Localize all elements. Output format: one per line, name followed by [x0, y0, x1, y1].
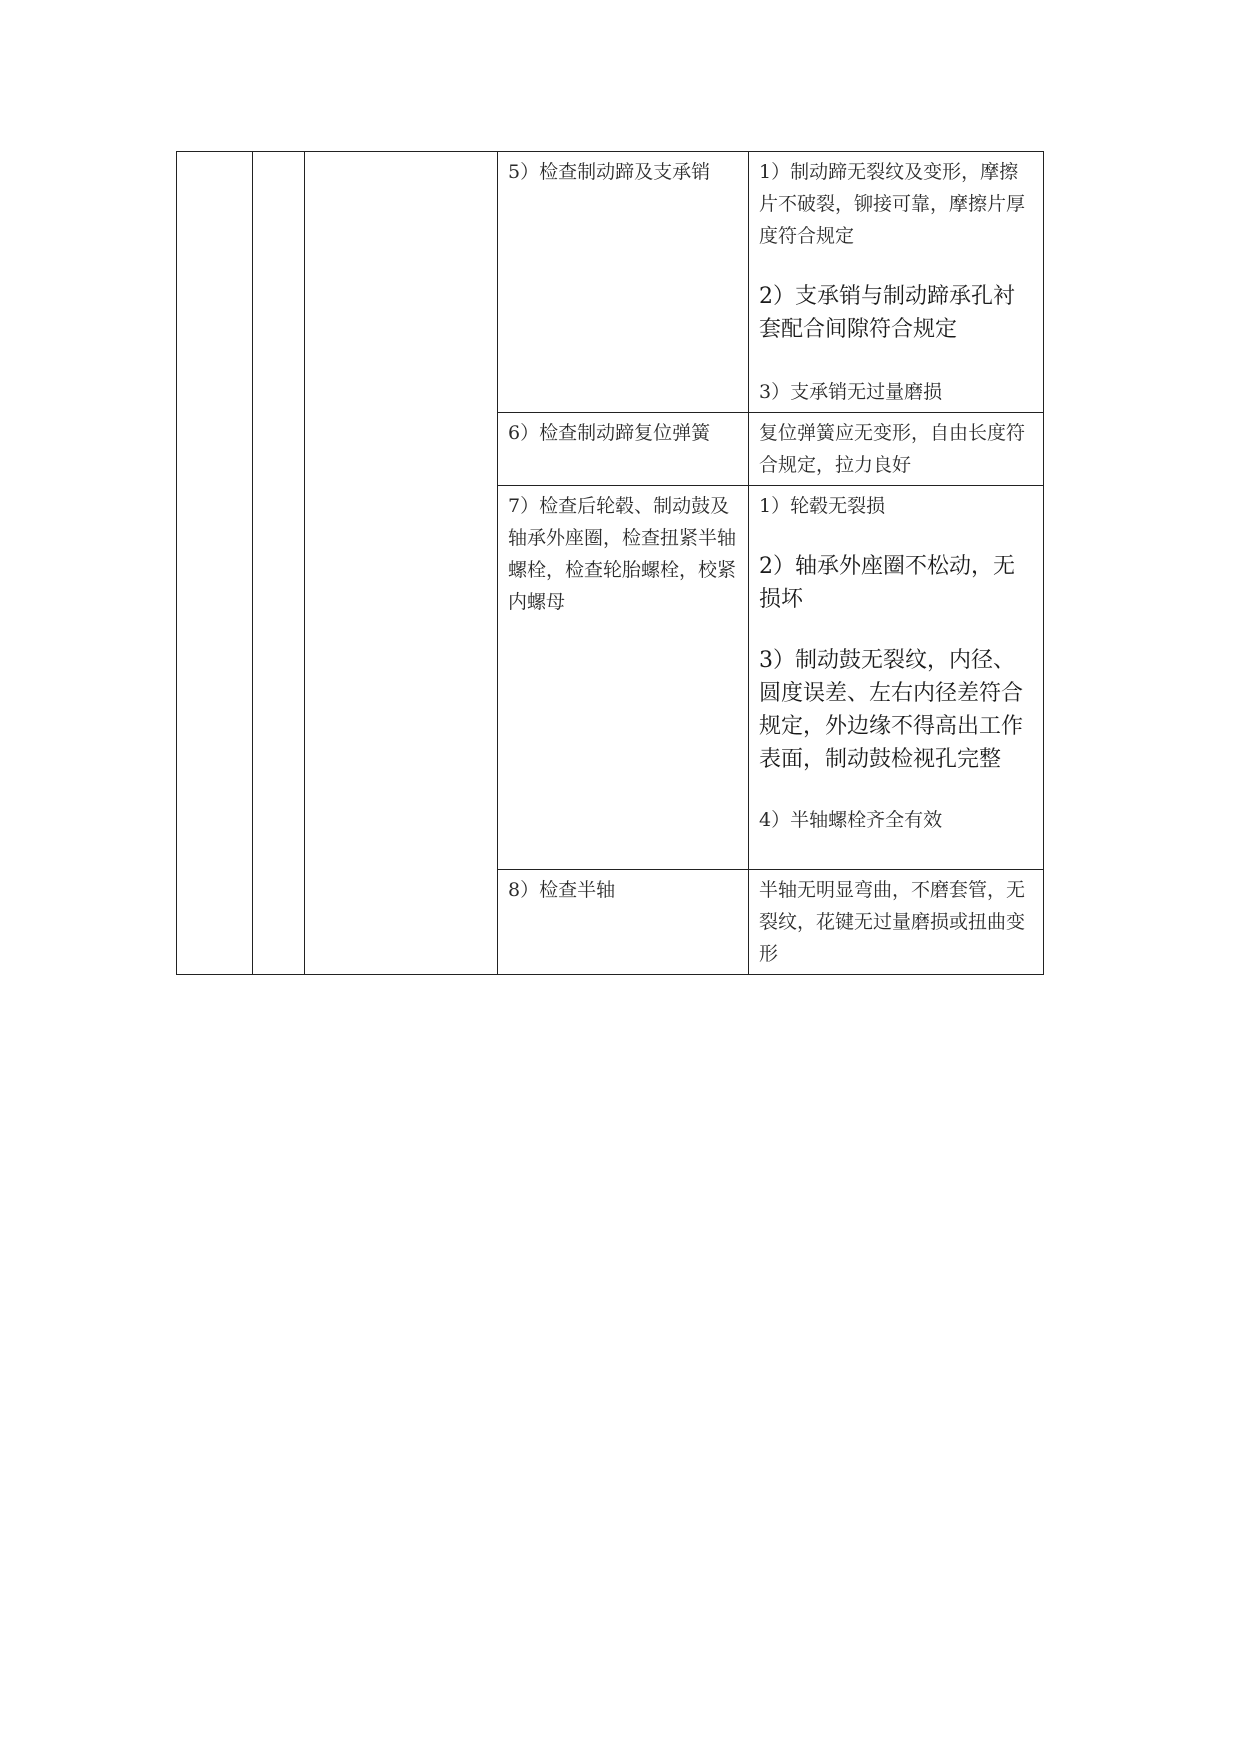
- requirement-text: 2）轴承外座圈不松动，无损坏: [759, 554, 1015, 612]
- item-text: 5）检查制动蹄及支承销: [508, 161, 711, 183]
- requirement-text: 复位弹簧应无变形，自由长度符合规定，拉力良好: [759, 422, 1026, 476]
- item-cell: [498, 413, 749, 486]
- requirement-text: 1）制动蹄无裂纹及变形，摩擦片不破裂，铆接可靠，摩擦片厚度符合规定: [759, 161, 1026, 247]
- item-cell: [498, 152, 749, 413]
- item-cell: [498, 486, 749, 870]
- requirement-text: 3）支承销无过量磨损: [759, 381, 943, 403]
- category-cell: [177, 152, 253, 975]
- item-cell: [498, 870, 749, 975]
- requirement-cell: [749, 152, 1044, 413]
- table-row: [177, 152, 1044, 413]
- inspection-table: [176, 151, 1044, 975]
- requirement-cell: [749, 486, 1044, 870]
- sequence-cell: [253, 152, 305, 975]
- requirement-text: 2）支承销与制动蹄承孔衬套配合间隙符合规定: [759, 284, 1015, 342]
- item-text: 7）检查后轮毂、制动鼓及轴承外座圈，检查扭紧半轴螺栓，检查轮胎螺栓，校紧内螺母: [508, 495, 737, 613]
- item-text: 6）检查制动蹄复位弹簧: [508, 422, 711, 444]
- requirement-text: 4）半轴螺栓齐全有效: [759, 809, 943, 831]
- project-cell: [305, 152, 498, 975]
- requirement-cell: [749, 870, 1044, 975]
- requirement-text: 1）轮毂无裂损: [759, 495, 886, 517]
- requirement-cell: [749, 413, 1044, 486]
- item-text: 8）检查半轴: [508, 879, 616, 901]
- requirement-text: 半轴无明显弯曲，不磨套管，无裂纹，花键无过量磨损或扭曲变形: [759, 879, 1026, 965]
- requirement-text: 3）制动鼓无裂纹，内径、圆度误差、左右内径差符合规定，外边缘不得高出工作表面，制动鼓检视孔完整: [759, 648, 1024, 772]
